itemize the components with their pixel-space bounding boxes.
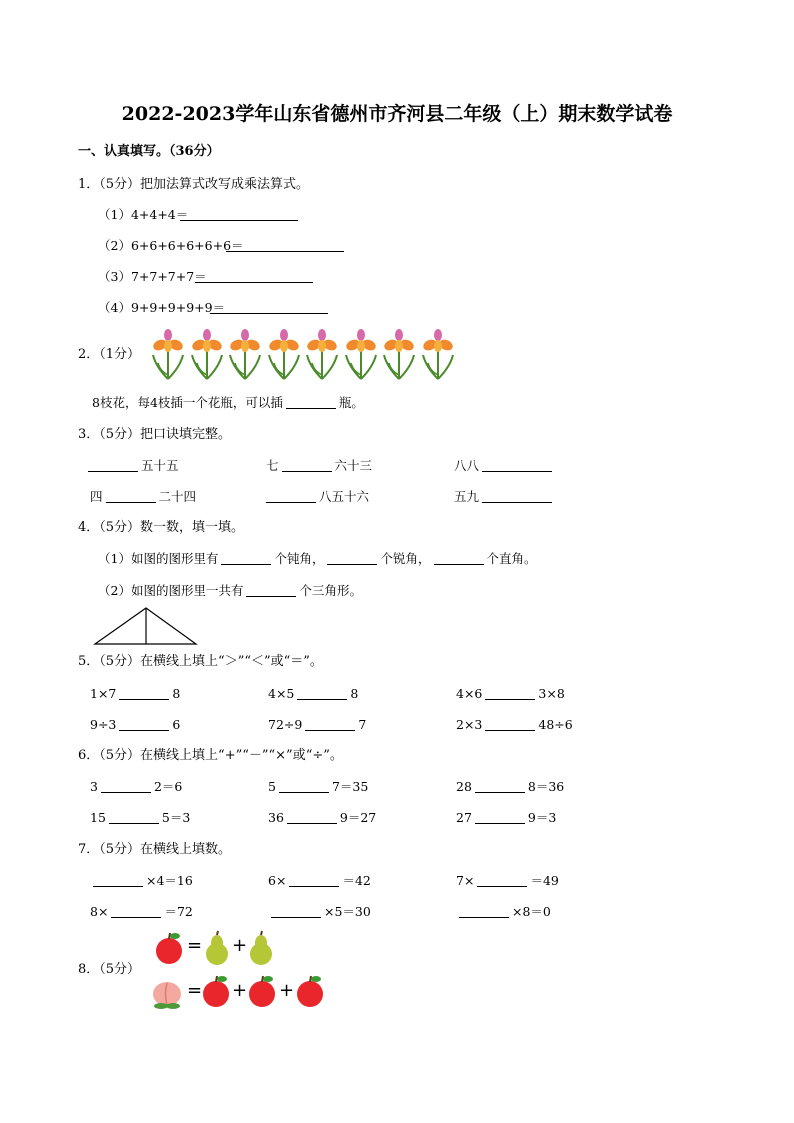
q6-cell: [456, 780, 564, 794]
answer-line: [180, 220, 298, 221]
q4-sub-2: [98, 584, 362, 598]
answer-blank: [282, 459, 332, 472]
answer-blank: [477, 874, 527, 887]
answer-line: [195, 282, 313, 283]
q1-item-4: （4）9+9+9+9+9＝: [98, 300, 226, 315]
flower-icon: [420, 327, 456, 381]
pear-icon: [244, 930, 278, 966]
expression-right: 8: [350, 686, 359, 701]
answer-blank: [327, 552, 377, 565]
expression-right: 8＝36: [527, 779, 565, 794]
answer-blank: [93, 874, 143, 887]
q7-cell: [90, 874, 193, 888]
flower-icon: [304, 327, 340, 381]
answer-blank: [482, 490, 552, 503]
expression-left: 2×3: [456, 717, 483, 732]
mnemonic-text: 五十五: [141, 458, 179, 473]
mnemonic-text: 八八: [454, 458, 480, 473]
q5-cell: [268, 718, 366, 732]
apple-icon: [199, 973, 233, 1009]
expression-left: 28: [456, 779, 472, 794]
q4-sub-1: [98, 552, 537, 566]
expression-left: 15: [90, 810, 106, 825]
answer-line: [210, 313, 328, 314]
answer-blank: [271, 905, 321, 918]
answer-blank: [106, 490, 156, 503]
q1-item-3: （3）7+7+7+7＝: [98, 269, 207, 284]
q1-item-2: （2）6+6+6+6+6+6＝: [98, 238, 244, 253]
expression-right: 8: [172, 686, 181, 701]
mnemonic-text: 七: [266, 458, 279, 473]
question-7-stem: 7．（5分）在横线上填数。: [78, 842, 232, 857]
peach-icon: [150, 975, 184, 1011]
answer-blank: [109, 811, 159, 824]
answer-blank: [459, 905, 509, 918]
expression-left: 7×: [456, 873, 475, 888]
answer-blank: [305, 718, 355, 731]
flower-icon: [381, 327, 417, 381]
answer-blank: [119, 718, 169, 731]
q3-r1c3: [454, 459, 555, 473]
expression-right: 7: [358, 717, 367, 732]
expression-right: ＝49: [530, 873, 559, 888]
answer-blank: [287, 811, 337, 824]
q7-cell: [456, 874, 559, 888]
expression-right: ×5＝30: [324, 904, 371, 919]
flower-icon: [227, 327, 263, 381]
answer-line: [226, 251, 344, 252]
expression-right: ＝72: [164, 904, 193, 919]
expression-left: 3: [90, 779, 98, 794]
q6-cell: [90, 811, 190, 825]
q7-cell: [268, 874, 371, 888]
q3-r1c2: [266, 459, 372, 473]
expression-right: 3×8: [538, 686, 565, 701]
answer-blank: [485, 718, 535, 731]
expression-right: 7＝35: [331, 779, 369, 794]
answer-blank: [475, 811, 525, 824]
expression-left: 4×6: [456, 686, 483, 701]
q6-cell: [456, 811, 556, 825]
answer-blank: [88, 459, 138, 472]
expression-left: 36: [268, 810, 284, 825]
answer-blank: [434, 552, 484, 565]
question-5-stem: 5．（5分）在横线上填上“＞”“＜”或“＝”。: [78, 654, 323, 669]
flower-icon: [189, 327, 225, 381]
q2-text: [92, 396, 364, 410]
expression-right: 9＝27: [339, 810, 377, 825]
q5-cell: [456, 687, 565, 701]
expression-right: 5＝3: [161, 810, 191, 825]
answer-blank: [246, 584, 296, 597]
answer-blank: [475, 780, 525, 793]
mnemonic-text: 四: [90, 489, 103, 504]
flower-icon: [266, 327, 302, 381]
question-3-stem: 3．（5分）把口诀填完整。: [78, 427, 232, 442]
apple-icon: [245, 973, 279, 1009]
q5-cell: [90, 687, 180, 701]
triangle-figure: [92, 604, 198, 646]
expression-left: 1×7: [90, 686, 117, 701]
q4-text: （1）如图的图形里有: [98, 551, 219, 566]
q3-r2c2: [266, 490, 369, 504]
expression-right: ×4＝16: [146, 873, 193, 888]
q5-cell: [456, 718, 573, 732]
q2-text-b: 瓶。: [338, 395, 364, 410]
q7-cell: [90, 905, 193, 919]
page-title: 2022-2023学年山东省德州市齐河县二年级（上）期末数学试卷: [121, 103, 673, 125]
answer-blank: [221, 552, 271, 565]
q2-text-a: 8枝花，每4枝插一个花瓶，可以插: [92, 395, 283, 410]
mnemonic-text: 五九: [454, 489, 480, 504]
answer-blank: [482, 459, 552, 472]
expression-left: 5: [268, 779, 276, 794]
expression-right: ×8＝0: [512, 904, 551, 919]
q5-cell: [90, 718, 180, 732]
apple-icon: [152, 930, 186, 966]
answer-blank: [266, 490, 316, 503]
q1-item-1: （1）4+4+4＝: [98, 207, 189, 222]
mnemonic-text: 二十四: [158, 489, 197, 504]
expression-right: 48÷6: [538, 717, 573, 732]
expression-right: ＝42: [342, 873, 371, 888]
mnemonic-text: 八五十六: [319, 489, 370, 504]
answer-blank: [286, 396, 336, 409]
pear-icon: [200, 930, 234, 966]
plus-sign: +: [232, 980, 248, 1001]
q6-cell: [268, 811, 376, 825]
answer-blank: [101, 780, 151, 793]
equals-sign: =: [187, 980, 203, 1001]
expression-right: 9＝3: [527, 810, 557, 825]
q4-text: （2）如图的图形里一共有: [98, 583, 244, 598]
flower-icon: [343, 327, 379, 381]
equals-sign: =: [187, 935, 203, 956]
answer-blank: [289, 874, 339, 887]
q4-text: 个三角形。: [299, 583, 362, 598]
answer-blank: [297, 687, 347, 700]
expression-right: 6: [172, 717, 181, 732]
expression-left: 9÷3: [90, 717, 117, 732]
mnemonic-text: 六十三: [334, 458, 373, 473]
expression-left: 72÷9: [268, 717, 303, 732]
expression-left: 4×5: [268, 686, 295, 701]
q7-cell: [268, 905, 371, 919]
q4-text: 个钝角，: [274, 551, 325, 566]
q3-r1c1: [88, 459, 179, 473]
plus-sign: +: [232, 935, 248, 956]
answer-blank: [279, 780, 329, 793]
question-1-stem: 1．（5分）把加法算式改写成乘法算式。: [78, 177, 310, 192]
question-6-stem: 6．（5分）在横线上填上“+”“－”“×”或“÷”。: [78, 748, 343, 763]
apple-icon: [293, 973, 327, 1009]
q4-text: 个锐角，: [380, 551, 431, 566]
question-2-stem: 2．（1分）: [78, 347, 141, 362]
question-4-stem: 4．（5分）数一数，填一填。: [78, 520, 245, 535]
q3-r2c1: [90, 490, 196, 504]
expression-left: 27: [456, 810, 472, 825]
q6-cell: [90, 780, 182, 794]
plus-sign: +: [279, 980, 295, 1001]
expression-right: 2＝6: [153, 779, 183, 794]
expression-left: 6×: [268, 873, 287, 888]
question-8-stem: 8．（5分）: [78, 962, 141, 977]
q6-cell: [268, 780, 368, 794]
flower-icon: [150, 327, 186, 381]
answer-blank: [485, 687, 535, 700]
expression-left: 8×: [90, 904, 109, 919]
section-heading: 一、认真填写。（36分）: [78, 144, 220, 159]
answer-blank: [111, 905, 161, 918]
q5-cell: [268, 687, 358, 701]
q7-cell: [456, 905, 551, 919]
q3-r2c3: [454, 490, 555, 504]
q4-text: 个直角。: [486, 551, 537, 566]
answer-blank: [119, 687, 169, 700]
